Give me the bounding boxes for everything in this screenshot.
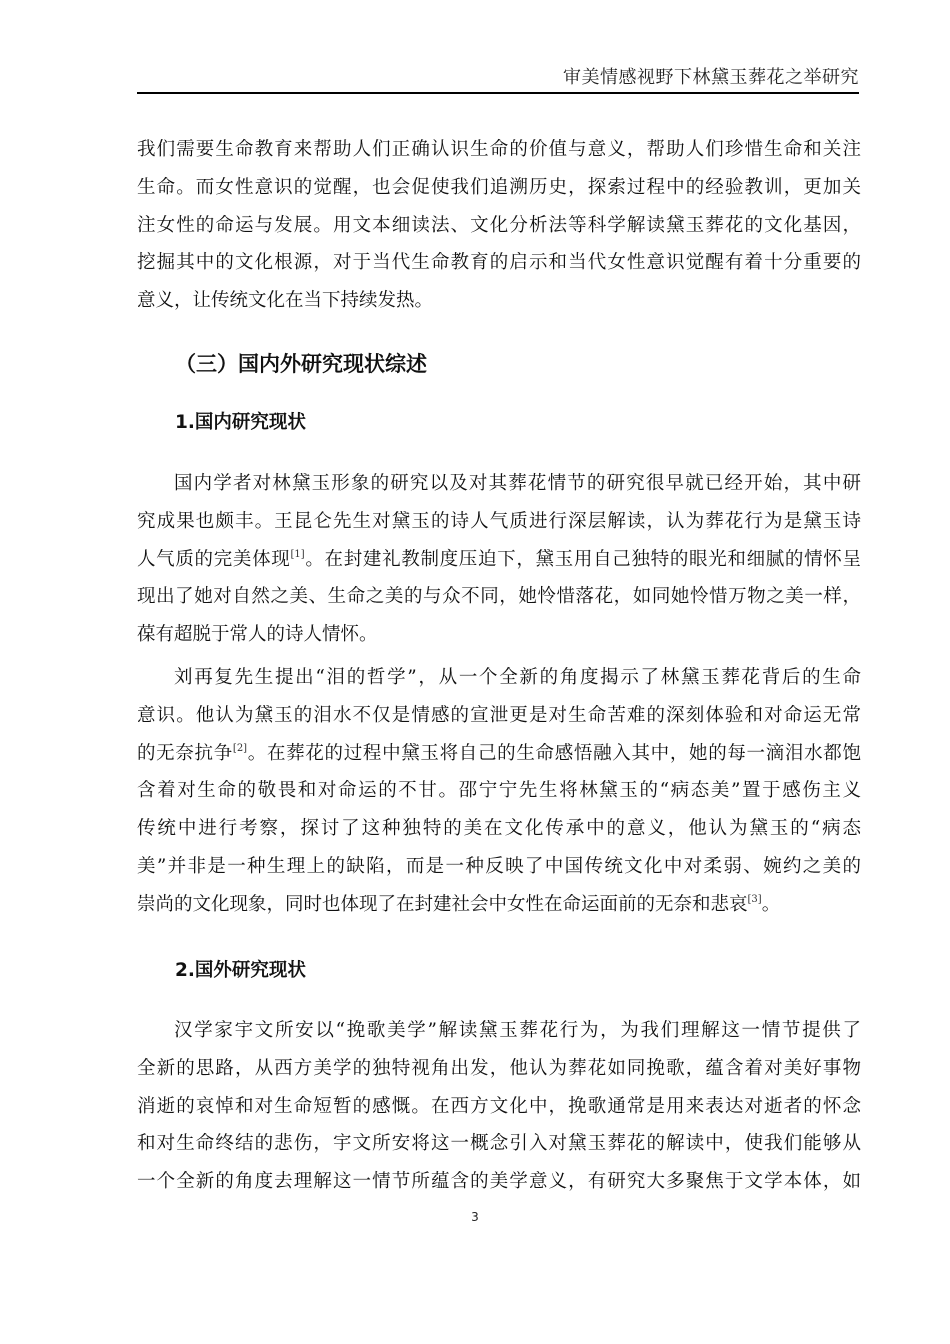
text-run: 人气质的完美体现 [137,548,291,570]
text-line: 含着对生命的敬畏和对命运的不甘。邵宁宁先生将林黛玉的“病态美”置于感伤主义 [137,780,861,802]
text-run: 。在封建礼教制度压迫下，黛玉用自己独特的眼光和细腻的情怀呈 [304,548,861,570]
text-line: 消逝的哀悼和对生命短暂的感慨。在西方文化中，挽歌通常是用来表达对逝者的怀念 [137,1095,861,1117]
text-run: 。 [761,893,781,915]
text-run: 。在葬花的过程中黛玉将自己的生命感悟融入其中，她的每一滴泪水都饱 [247,742,861,764]
subsection-heading-domestic: 1.国内研究现状 [175,412,306,433]
header-rule [137,92,859,94]
text-line: 意义，让传统文化在当下持续发热。 [137,290,434,312]
text-run: 崇尚的文化现象，同时也体现了在封建社会中女性在命运面前的无奈和悲哀 [137,893,748,915]
running-header: 审美情感视野下林黛玉葬花之举研究 [563,67,859,88]
text-line: 现出了她对自然之美、生命之美的与众不同，她怜惜落花，如同她怜惜万物之美一样， [137,586,861,608]
text-line: 挖掘其中的文化根源，对于当代生命教育的启示和当代女性意识觉醒有着十分重要的 [137,252,861,274]
text-line: 究成果也颇丰。王昆仑先生对黛玉的诗人气质进行深层解读，认为葬花行为是黛玉诗 [137,510,861,532]
text-line: 一个全新的角度去理解这一情节所蕴含的美学意义，有研究大多聚焦于文学本体，如 [137,1171,861,1193]
foreign-paragraph [137,1012,861,1201]
text-line: 刘再复先生提出“泪的哲学”，从一个全新的角度揭示了林黛玉葬花背后的生命 [174,667,861,688]
citation-ref-2[interactable]: [2] [232,742,248,754]
text-line: 和对生命终结的悲伤，宇文所安将这一概念引入对黛玉葬花的解读中，使我们能够从 [137,1133,861,1155]
text-run: 的无奈抗争 [137,742,233,764]
text-line: 生命。而女性意识的觉醒，也会促使我们追溯历史，探索过程中的经验教训，更加关 [137,176,861,198]
citation-ref-1[interactable]: [1] [290,548,305,560]
text-line: 国内学者对林黛玉形象的研究以及对其葬花情节的研究很早就已经开始，其中研 [174,473,861,494]
text-line: 汉学家宇文所安以“挽歌美学”解读黛玉葬花行为，为我们理解这一情节提供了 [174,1020,861,1041]
text-line: 美”并非是一种生理上的缺陷，而是一种反映了中国传统文化中对柔弱、婉约之美的 [137,855,861,877]
citation-ref-3[interactable]: [3] [747,893,762,905]
text-line: 全新的思路，从西方美学的独特视角出发，他认为葬花如同挽歌，蕴含着对美好事物 [137,1057,861,1079]
intro-paragraph [137,131,861,320]
text-line: 葆有超脱于常人的诗人情怀。 [137,624,378,646]
text-line: 传统中进行考察，探讨了这种独特的美在文化传承中的意义，他认为黛玉的“病态 [137,818,861,840]
domestic-paragraph-1 [137,465,861,654]
domestic-paragraph-2 [137,659,861,924]
page-number: 3 [471,1210,479,1224]
text-line [137,735,861,773]
text-line: 我们需要生命教育来帮助人们正确认识生命的价值与意义，帮助人们珍惜生命和关注 [137,139,861,160]
text-line [137,541,861,579]
text-line: 注女性的命运与发展。用文本细读法、文化分析法等科学解读黛玉葬花的文化基因， [137,214,861,236]
text-line: 意识。他认为黛玉的泪水不仅是情感的宣泄更是对生命苦难的深刻体验和对命运无常 [137,704,861,726]
text-line [137,886,861,924]
section-heading: （三）国内外研究现状综述 [175,352,427,376]
subsection-heading-foreign: 2.国外研究现状 [175,960,306,981]
